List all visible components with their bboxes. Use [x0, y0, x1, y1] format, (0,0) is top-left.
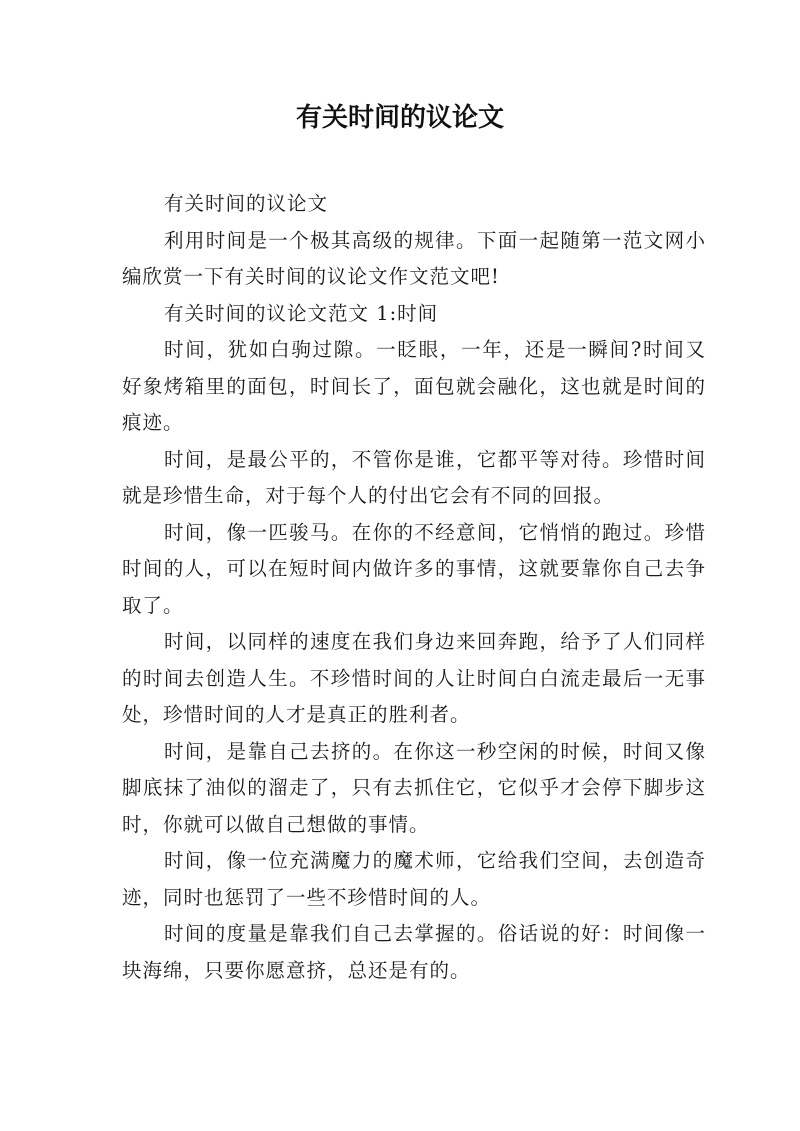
- paragraph: 时间的度量是靠我们自己去掌握的。俗话说的好：时间像一块海绵，只要你愿意挤，总还是有的。: [122, 922, 706, 982]
- paragraph: 时间，是靠自己去挤的。在你这一秒空闲的时候，时间又像脚底抹了油似的溜走了，只有去抓住它，它似乎才会停下脚步这时，你就可以做自己想做的事情。: [122, 739, 706, 836]
- document-body: [122, 186, 706, 989]
- paragraph: 时间，犹如白驹过隙。一眨眼，一年，还是一瞬间?时间又好象烤箱里的面包，时间长了，面包就会融化，这也就是时间的痕迹。: [122, 338, 706, 434]
- paragraph-intro: 利用时间是一个极其高级的规律。下面一起随第一范文网小编欣赏一下有关时间的议论文作文范文吧!: [122, 228, 706, 288]
- document-title: 有关时间的议论文: [295, 103, 504, 133]
- paragraph: 时间，是最公平的，不管你是谁，它都平等对待。珍惜时间就是珍惜生命，对于每个人的付出它会有不同的回报。: [122, 447, 706, 507]
- paragraph: 时间，像一位充满魔力的魔术师，它给我们空间，去创造奇迹，同时也惩罚了一些不珍惜时间的人。: [122, 849, 706, 909]
- paragraph: 时间，以同样的速度在我们身边来回奔跑，给予了人们同样的时间去创造人生。不珍惜时间的人让时间白白流走最后一无事处，珍惜时间的人才是真正的胜利者。: [122, 630, 706, 726]
- paragraph-subtitle: 有关时间的议论文范文 1:时间: [164, 301, 439, 325]
- paragraph-heading: 有关时间的议论文: [164, 192, 329, 215]
- paragraph: 时间，像一匹骏马。在你的不经意间，它悄悄的跑过。珍惜时间的人，可以在短时间内做许多的事情，这就要靠你自己去争取了。: [122, 520, 706, 617]
